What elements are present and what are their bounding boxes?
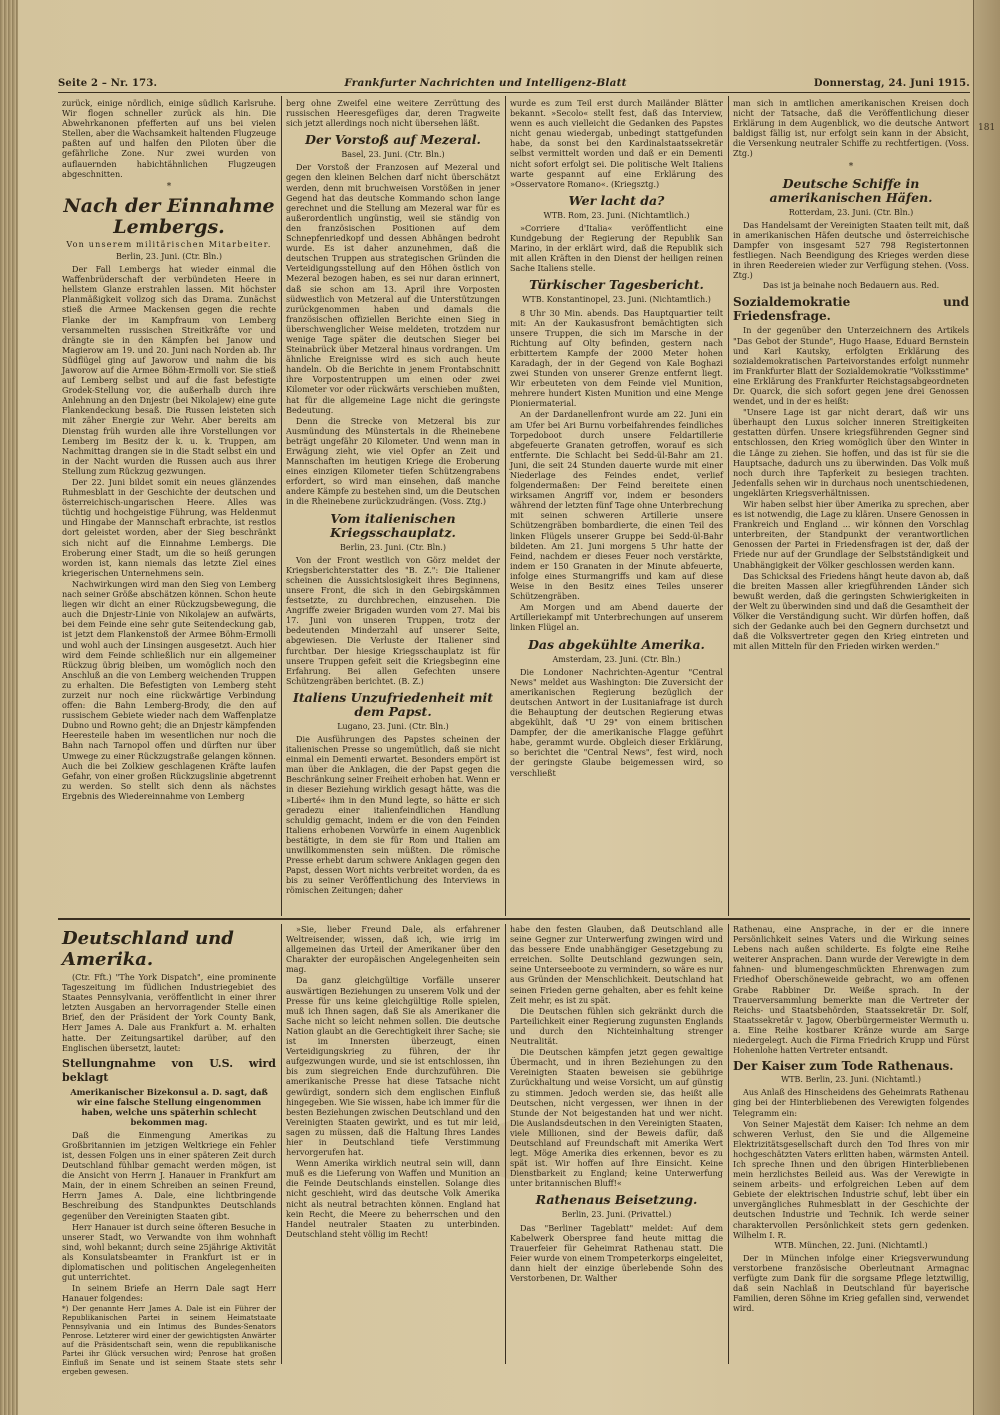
editor-note: Das ist ja beinahe noch Bedauern aus. Red. bbox=[762, 281, 940, 291]
lower-column-1 bbox=[62, 924, 276, 1377]
column-2 bbox=[286, 98, 500, 916]
column-4 bbox=[733, 98, 969, 916]
dateline: WTB. Berlin, 23. Juni. (Nichtamtl.) bbox=[780, 1075, 922, 1085]
article-text: Der Fall Lembergs hat wieder einmal die Waffenbrüderschaft der verbündeten Heere in hellstem Glanze erstrahlen lassen. Mit höchster Planmäßigkeit vollzog sich das Drama. Zunächst stieß die Armee Mackensen gegen die rechte Flanke der im Kampfraum von Lemberg versammelten russischen Streitkräfte vor und drängte sie in den Kämpfen bei Janow und Magierow am 19. und 20. Juni nach Norden ab. Ihr Südflügel ging auf Jaworow und nahm die bis Jaworow auf die Armee Böhm-Ermolli vor. Sie stieß auf Lemberg selbst und auf die fast befestigte Grodek-Stellung vor, die außerhalb durch ihre Anlehnung an den Dnjestr (bei Nikolajew) eine gute Flankendeckung besaß. Die Russen leisteten sich mit zäher Energie zur Wehr. Aber bereits am Dienstag früh wurden alle ihre Vorstellungen vor Lemberg im Besitz der k. u. k. Truppen, am Nachmittag drangen sie in die Stadt selbst ein und in der Nacht wurden die Russen auch aus ihrer Stellung zum Rückzug gezwungen. bbox=[62, 264, 276, 476]
article-text: Am Morgen und am Abend dauerte der Artilleriekampf mit Unterbrechungen auf unserem linken Flügel an. bbox=[510, 602, 723, 633]
article-text: Daß die Einmengung Amerikas zu Großbritannien im jetzigen Weltkriege ein Fehler ist, dessen Folgen uns in einer späteren Zeit durch Deutschland fühlbar gemacht werden mögen, ist die Ansicht von Herrn J. Hanauer in Frankfurt am Main, der in einem Schreiben an seinen Freund, Herrn James A. Dale, eine lichtbringende Beschreibung des Standpunktes Deutschlands gegenüber den Vereinigten Staaten gibt. bbox=[62, 1129, 276, 1221]
article-text: zurück, einige nördlich, einige südlich Karlsruhe. Wir flogen schneller zurück als hin. Die Abwehrkanonen pfefferten auf uns bei vielen Stellen, aber die Wachsamkeit haltenden Flugzeuge paßten auf und halfen den Piloten über die gefährliche Zone. Nur zwei wurden von auflauernden habichtähnlichen Flugzeugen abgeschnitten. bbox=[62, 98, 276, 179]
article-text: Der in München infolge einer Kriegsverwundung verstorbene französische Oberleutnant Armagnac verfügte zum Dank für die sorgsame Pflege letztwillig, daß sein Nachlaß in Deutschland für bayerische Familien, deren Söhne im Krieg gefallen sind, verwendet wird. bbox=[733, 1252, 969, 1314]
column-rule bbox=[505, 924, 506, 1364]
article-text: Rathenau, eine Ansprache, in der er die innere Persönlichkeit seines Vaters und die Wirkung seines Lebens nach außen schilderte. Es folgte eine Reihe weiterer Ansprachen. Dann wurde der Verewigte in dem fahnen- und blumengeschmückten Ehrenwagen zum Friedhof Oberschöneweide gebracht, wo am offenen Grabe Rabbiner Dr. Weiße sprach. In der Trauerversammlung bemerkte man die Vertreter der Reichs- und Staatsbehörden, Staatssekretär Dr. Solf, Staatssekretär v. Jagow, Oberbürgermeister Wermuth u. a. Eine Reihe kostbarer Kränze wurde am Sarge niedergelegt. Auch die Firma Friedrich Krupp und Fürst Hohenlohe hatten Vertreter entsandt. bbox=[733, 924, 969, 1056]
masthead-title: Frankfurter Nachrichten und Intelligenz-Blatt bbox=[344, 77, 627, 89]
column-1 bbox=[62, 98, 276, 916]
lower-column-2 bbox=[286, 924, 500, 1364]
headline-turkish-report: Türkischer Tagesbericht. bbox=[529, 277, 704, 293]
dateline: WTB. Konstantinopel, 23. Juni. (Nichtamtlich.) bbox=[522, 295, 711, 305]
dateline: Basel, 23. Juni. (Ctr. Bln.) bbox=[341, 150, 445, 160]
dateline: Amsterdam, 23. Juni. (Ctr. Bln.) bbox=[552, 654, 681, 664]
dateline: Lugano, 23. Juni. (Ctr. Bln.) bbox=[337, 721, 449, 731]
article-text: Von der Front westlich von Görz meldet der Kriegsberichterstatter des "B. Z.": Die Italiener scheinen die Aussichtslosigkeit ihres Beginnens, unsere Front, die sich in den Gebirgskämmen festsetzte, zu durchbrechen, einzusehen. Die Angriffe zweier Brigaden wurden vom 27. Mai bis 17. Juni von unseren Truppen, trotz der bedeutenden Minderzahl auf unserer Seite, abgewiesen. Die Verluste der Italiener sind furchtbar. Der hiesige Kriegsschauplatz ist für unsere Truppen gefeit seit die Kriegsbeginn eine Erfahrung. Bei allen Gefechten unsere Schützengräben berichtet. (B. Z.) bbox=[286, 554, 500, 686]
article-text: (Ctr. Fft.) "The York Dispatch", eine prominente Tageszeitung im füdlichen Industriegebiet des Staates Pennsylvania, veröffentlicht in einer ihrer letzten Ausgaben an hervorragender Stelle einen Brief, den der Präsident der York County Bank, Herr James A. Dale aus Frankfurt a. M. erhalten hatte. Der Zeitungsartikel darüber, auf den Englischen übersetzt, lautet: bbox=[62, 972, 276, 1053]
article-text: 8 Uhr 30 Min. abends. Das Hauptquartier teilt mit: An der Kaukasusfront bemächtigten sich unsere Truppen, die sich im Marsche in der Richtung auf Olty befinden, gestern nach erbittertem Kampfe der 2000 Meter hohen Karadagh, der in der Gegend von Kale Boghazi zwei Stunden von unserer Grenze entfernt liegt. Wir erbeuteten von dem Feinde viel Munition, mehrere hundert Kisten Munition und eine Menge Pioniermaterial. bbox=[510, 307, 723, 409]
separator-asterisk: * bbox=[166, 181, 172, 192]
headline-social-democracy: Sozialdemokratie und Friedensfrage. bbox=[733, 295, 969, 324]
article-text: Herr Hanauer ist durch seine öfteren Besuche in unserer Stadt, wo Verwandte von ihm wohnhaft sind, wohl bekannt; durch seine 25jährige Aktivität als Konsulatsbeamter in Frankfurt ist er in diplomatischen und politischen Angelegenheiten gut unterrichtet. bbox=[62, 1221, 276, 1283]
dateline: WTB. München, 22. Juni. (Nichtamtl.) bbox=[774, 1240, 928, 1250]
column-rule bbox=[728, 924, 729, 1364]
column-3 bbox=[510, 98, 723, 916]
article-text: Die Deutschen fühlen sich gekränkt durch die Parteilichkeit einer Regierung zugunsten Englands und durch den Nichteinhaltung strenger Neutralität. bbox=[510, 1005, 723, 1047]
lower-column-3 bbox=[510, 924, 723, 1364]
article-text: man sich in amtlichen amerikanischen Kreisen doch nicht der Tatsache, daß die Veröffentlichung dieser Erklärung in dem Augenblick, wo die deutsche Antwort baldigst fällig ist, nur erfolgt sein kann in der Absicht, die Versenkung neutraler Schiffe zu rechtfertigen. (Voss. Ztg.) bbox=[733, 98, 969, 159]
footnote: *) Der genannte Herr James A. Dale ist ein Führer der Republikanischen Partei in seinem Heimatstaate Pennsylvania und ein Intimus des Bundes-Senators Penrose. Letzterer wird einer der gewichtigsten Anwärter auf die Präsidentschaft sein, wenn die republikanische Partei ihr Glück versuchen wird; Penrose hat großen Einfluß im Senate und ist seinem Staate stets sehr ergeben gewesen. bbox=[62, 1304, 276, 1377]
article-text: Der Vorstoß der Franzosen auf Mezeral und gegen den kleinen Belchen darf nicht überschätzt werden, denn mit bruchweisen Vorstößen in jener Gegend hat das deutsche Kommando schon lange gerechnet und die Stellung am Mezeral war für es außerordentlich ungünstig, weil sie ständig von den französischen Positionen auf dem Schnepfenriedkopf und dessen Abhängen bedroht wurde. Es ist daher anzunehmen, daß die deutschen Truppen aus strategischen Gründen die Verteidigungsstellung auf den Höhen östlich von Mezeral bezogen haben, es sei nur daran erinnert, daß sie schon am 13. April ihre Vorposten südwestlich von Metzeral auf die Unterstützungen zurückgenommen haben und damals die französischen offiziellen Berichte einen Sieg in überschwenglicher Weise meldeten, trotzdem nur wenige Tage später die deutschen Sieger bei Steinabrück über Metzeral hinaus vordrangen. Um ähnliche Ereignisse wird es sich auch heute handeln. Ob die Berichte in jenem Frontabschnitt ihre Vorpostentruppen um einen oder zwei Kilometer vor oder rückwärts verschieben mußten, hat für die allgemeine Lage nicht die geringste Bedeutung. bbox=[286, 162, 500, 415]
dateline: Berlin, 23. Juni. (Ctr. Bln.) bbox=[116, 251, 222, 261]
article-text: In der gegenüber den Unterzeichnern des Artikels "Das Gebot der Stunde", Hugo Haase, Eduard Bernstein und Karl Kautsky, erfolgten Erklärung des sozialdemokratischen Parteivorstandes erfolgt nunmehr im Frankfurter Blatt der Sozialdemokratie "Volksstimme" eine Erklärung des Frankfurter Reichstagsabgeordneten Dr. Quarck, die sich sofort gegen jene drei Genossen wendet, und in der es heißt: bbox=[733, 325, 969, 407]
headline-wer-lacht: Wer lacht da? bbox=[568, 192, 665, 208]
article-text: Denn die Strecke von Metzeral bis zur Ausmündung des Münstertals in die Rheinebene beträgt ungefähr 20 Kilometer. Und wenn man in Erwägung zieht, wie viel Opfer an Zeit und Mannschaften im heutigen Kriege die Eroberung eines einzigen Kilometer tiefen Schützengrabens erfordert, so wird man einsehen, daß manche andere Kämpfe zu bestehen sind, um die Deutschen in die Rheinebene zurückzudrängen. (Voss. Ztg.) bbox=[286, 415, 500, 507]
article-text: »Sie, lieber Freund Dale, als erfahrener Weltreisender, wissen, daß ich, wie irrig im allgemeinen das Urteil der Amerikaner über den Charakter der europäischen Angelegenheiten sein mag. bbox=[286, 924, 500, 975]
article-text: Der 22. Juni bildet somit ein neues glänzendes Ruhmesblatt in der Geschichte der deutschen und österreichisch-ungarischen Heere. Alles was tüchtig und hochgeistige Führung, was Heldenmut und Hingabe der Mannschaft erbrachte, ist restlos dort geleistet worden, aber der Sieg beschränkt sich nicht auf die Einnahme Lembergs. Die Eroberung einer Stadt, um die so heiß gerungen worden ist, kann niemals das letzte Ziel eines kriegerischen Unternehmens sein. bbox=[62, 477, 276, 578]
column-rule bbox=[281, 96, 282, 916]
article-text: Das Handelsamt der Vereinigten Staaten teilt mit, daß in amerikanischen Häfen deutsche und österreichische Dampfer von insgesamt 527 798 Registertonnen festliegen. Nach Beendigung des Krieges werden diese in ihren Reedereien wieder zur Verfügung stehen. (Voss. Ztg.) bbox=[733, 219, 969, 281]
article-text: Die Londoner Nachrichten-Agentur "Central News" meldet aus Washington: Die Zuversicht der amerikanischen Regierung bezüglich der deutschen Antwort in der Lusitaniafrage ist durch die Behauptung der deutschen Regierung etwas abgekühlt, daß "U 29" von einem britischen Dampfer, der die amerikanische Flagge geführt habe, gerammt wurde. Obgleich dieser Erklärung, so berichtet die "Central News", fest wird, noch der geringste Glaube beigemessen wird, so verschließt bbox=[510, 666, 723, 778]
headline-america: Das abgekühlte Amerika. bbox=[528, 636, 705, 652]
headline-italy-front: Vom italienischen Kriegsschauplatz. bbox=[330, 510, 456, 540]
separator-asterisk: * bbox=[848, 161, 854, 172]
article-text: "Unsere Lage ist gar nicht derart, daß wir uns überhaupt den Luxus solcher inneren Streitigkeiten gestatten dürfen. Unsere kriegsführenden Gegner sind entschlossen, den Krieg womöglich über den Winter in die Länge zu ziehen. Sie hoffen, und das ist für sie die Hauptsache, dadurch uns zu überwinden. Das Volk muß noch durch ihre Tapferkeit zu besiegen trachten. Jedenfalls sehen wir in durchaus noch unentschiedenen, ungeklärten Kriegsverhältnissen. bbox=[733, 407, 969, 498]
article-text: Die Ausführungen des Papstes scheinen der italienischen Presse so ungemütlich, daß sie nicht einmal ein Dementi erwartet. Besonders empört ist man über die Anklagen, die der Papst gegen die Beschränkung seiner Freiheit erhoben hat. Wenn er in dieser Beziehung wirklich gesagt hätte, was die »Liberté« ihm in den Mund legte, so hätte er sich geradezu einer italienfeindlichen Handlung schuldig gemacht, indem er die von den Feinden Italiens erhobenen Vorwürfe in einem Augenblick bestätigte, in dem sie für Rom und Italien am unwillkommensten sein müßten. Die römische Presse erhebt darum schwere Anklagen gegen den Papst, dessen Wort nichts verbreitet worden, da es bis zu seiner Veröffentlichung des Interviews in römischen Zeitungen; daher bbox=[286, 733, 500, 896]
margin-page-number: 181 bbox=[978, 123, 996, 133]
article-text: Das Schicksal des Friedens hängt heute davon ab, daß die breiten Massen aller kriegführenden Länder sich bewußt werden, daß die geringsten Schwierigkeiten in der Welt zu überwinden sind und daß die Gesamtheit der Völker die Verständigung sucht. Wir dürfen hoffen, daß sich der Gedanke auch bei den Gegnern durchsetzt und daß die Volksvertreter gegen den Krieg eintreten und mit allen Mitteln für den Frieden wirken werden." bbox=[733, 570, 969, 652]
dateline: Berlin, 23. Juni. (Ctr. Bln.) bbox=[340, 542, 446, 552]
article-text: Die Deutschen kämpfen jetzt gegen gewaltige Übermacht, und in ihren Beziehungen zu den Vereinigten Staaten beweisen sie gebührige Zurückhaltung und weise Vorsicht, um auf günstig zu stimmen. Jedoch werden sie, das heißt alle Deutschen, nicht vergessen, wer ihnen in der Stunde der Not beigestanden hat und wer nicht. Die Auslandsdeutschen in den Vereinigten Staaten, viele Millionen, sind der Beweis dafür, daß Deutschland auf Freundschaft mit Amerika Wert legt. Möge Amerika dies erkennen, bevor es zu spät ist. Wir hoffen auf Ihre Einsicht. Keine Dienstbarkeit zu England; keine Unterwerfung unter britannischen Bluff!« bbox=[510, 1047, 723, 1189]
dateline: Rotterdam, 23. Juni. (Ctr. Bln.) bbox=[788, 207, 914, 217]
headline-germany-america: Deutschland und Amerika. bbox=[62, 928, 234, 970]
article-text: Das "Berliner Tageblatt" meldet: Auf dem Kabelwerk Oberspree fand heute mittag die Trauerfeier für Geheimrat Rathenau statt. Die Feier wurde von einem Trompeterkorps eingeleitet, dann hielt der einzige überlebende Sohn des Verstorbenen, Dr. Walther bbox=[510, 1222, 723, 1283]
headline-kaiser-rathenau: Der Kaiser zum Tode Rathenaus. bbox=[733, 1059, 954, 1074]
byline: Von unserem militärischen Mitarbeiter. bbox=[66, 239, 272, 249]
article-text: »Corriere d'Italia« veröffentlicht eine Kundgebung der Regierung der Republik San Marino, in der erklärt wird, daß die Republik sich mit allen Kräften in den Dienst der heiligen reinen Sache Italiens stelle. bbox=[510, 222, 723, 274]
article-text: In seinem Briefe an Herrn Dale sagt Herr Hanauer folgendes: bbox=[62, 1283, 276, 1304]
article-text: habe den festen Glauben, daß Deutschland alle seine Gegner zur Unterwerfung zwingen wird und das bessere Ende unabhängiger Gesetzgebung zu erreichen. Sollte Deutschland gezwungen sein, seine Unterseeboote zu vermindern, so wäre es nur aus Gründen der Menschlichkeit. Deutschland hat seinen Frieden gerne gehalten, aber es fehlt keine Zeit mehr, es ist zu spät. bbox=[510, 924, 723, 1005]
column-rule bbox=[281, 924, 282, 1364]
page-header bbox=[58, 74, 970, 93]
article-text: Von Seiner Majestät dem Kaiser: Ich nehme an dem schweren Verlust, den Sie und die Allgemeine Elektrizitätsgesellschaft durch den Tod Ihres von mir hochgeschätzten Vaters erlitten haben, wärmsten Anteil. Ich spreche Ihnen und den übrigen Hinterbliebenen mein herzlichstes Beileid aus. Was der Verewigte in seinem arbeits- und erfolgreichen Leben auf dem Gebiete der elektrischen Industrie schuf, lebt über ein unvergängliches Ruhmesblatt in der Geschichte der deutschen Industrie und Technik. Ich werde seiner charaktervollen Persönlichkeit stets gern gedenken. Wilhelm I. R. bbox=[733, 1118, 969, 1240]
dateline: WTB. Rom, 23. Juni. (Nichtamtlich.) bbox=[543, 210, 690, 220]
headline-ships: Deutsche Schiffe in amerikanischen Häfen. bbox=[769, 175, 933, 205]
article-text: Nachwirkungen wird man den Sieg von Lemberg nach seiner Größe abschätzen können. Schon heute liegen wir dicht an einer Rückzugsbewegung, die auch die Dnjestr-Linie von Nikolajew an aufwärts, bei dem Feinde eine sehr gute Seitendeckung gab, ist jetzt dem Flankenstoß der Armee Böhm-Ermolli und wohl auch der Linsingen ausgesetzt. Auch hier wird dem Feinde schließlich nur ein allgemeiner Rückzug übrig bleiben, um womöglich noch den Anschluß an die von Lemberg weichenden Truppen zu erhalten. Die Befestigten von Lemberg steht zurzeit nur noch eine rückwärtige Verbindung offen: die Bahn Lemberg-Brody, die den auf russischem Gebiete wieder nach dem Waffenplatze Dubno und Rowno geht; die an Dnjestr kämpfenden Heeresteile haben im wesentlichen nur noch die Bahn nach Tarnopol offen und dürften nur über Umwege zu einer Rückzugstraße gelangen können. Auch die bei Zolkiew geschlagenen Kräfte laufen Gefahr, von einer großen Rückzugslinie abgetrennt zu werden. So stellt sich denn als nächstes Ergebnis des Wiedereinnahme von Lemberg bbox=[62, 578, 276, 801]
binding-edge bbox=[0, 0, 18, 1415]
headline-lemberg: Nach der Einnahme Lembergs. bbox=[63, 194, 275, 238]
header-page-number: Seite 2 – Nr. 173. bbox=[58, 77, 158, 89]
section-divider bbox=[58, 918, 970, 920]
lead-text: Amerikanischer Bizekonsul a. D. sagt, daß wir eine falsche Stellung eingenommen haben, welche uns späterhin schlecht bekommen mag. bbox=[70, 1086, 268, 1127]
article-text: An der Dardanellenfront wurde am 22. Juni ein am Ufer bei Ari Burnu vorbeifahrendes feindliches Torpedoboot durch unsere Feldartillerie abgefeuerte Granaten getroffen, worauf es sich entfernte. Die Schlacht bei Sedd-ül-Bahr am 21. Juni, die seit 24 Stunden dauerte wurde mit einer Niederlage des Feindes endet, verlief folgendermaßen: Der Feind bereitete einen wirksamen Angriff vor, indem er besonders während der letzten fünf Tage ohne Unterbrechung mit seinen schweren Artillerie unsere Schützengräben bombardierte, die einen Teil des linken Flügels unserer Gruppe bei Sedd-ül-Bahr bildeten. Am 21. Juni morgens 5 Uhr hatte der Feind, nachdem er dieses Feuer noch verstärkte, indem er 150 Granaten in der Minute abfeuerte, infolge eines Sturmangriffs und kam auf diese Weise in den Besitz eines Teiles unserer Schützengräben. bbox=[510, 409, 723, 602]
article-text: Da ganz gleichgültige Vorfälle unserer auswärtigen Beziehungen zu unserem Volk und der Presse für uns keine gleichgültige Rolle spielen, muß ich Ihnen sagen, daß Sie als Amerikaner die Sache nicht so leicht nehmen sollen. Die deutsche Nation glaubt an die Gerechtigkeit ihrer Sache; sie ist im Innersten überzeugt, einen Verteidigungskrieg zu führen, der ihr aufgezwungen wurde, und sie ist entschlossen, ihn bis zum siegreichen Ende durchzuführen. Die amerikanische Presse hat diese Tatsache nicht gewürdigt, sondern sich dem englischen Einfluß hingegeben. Wie Sie wissen, habe ich immer für die besten Beziehungen zwischen Deutschland und den Vereinigten Staaten gewirkt, und es tut mir leid, sagen zu müssen, daß die Haltung Ihres Landes hier in Deutschland tiefe Verstimmung hervorgerufen hat. bbox=[286, 975, 500, 1158]
subheadline: Stellungnahme von U.S. wird beklagt bbox=[62, 1056, 276, 1084]
lower-column-4 bbox=[733, 924, 969, 1364]
column-rule bbox=[728, 96, 729, 916]
article-text: Aus Anlaß des Hinscheidens des Geheimrats Rathenau ging bei der Hinterbliebenen des Verewigten folgendes Telegramm ein: bbox=[733, 1087, 969, 1118]
dateline: Berlin, 23. Juni. (Privattel.) bbox=[561, 1210, 672, 1220]
article-text: berg ohne Zweifel eine weitere Zerrüttung des russischen Heeresgefüges dar, deren Tragweite sich jetzt allerdings noch nicht übersehen läßt. bbox=[286, 98, 500, 129]
article-text: wurde es zum Teil erst durch Mailänder Blätter bekannt. »Secolo« stellt fest, daß das Interview, wenn es auch vielleicht die Gedanken des Papstes nicht genau wiedergab, unbedingt stattgefunden habe, da sonst bei den Kardinalstaatssekretär selbst vermittelt worden und daß er ein Dementi nicht sofort erfolgt sei. Die politische Welt Italiens warte gespannt auf eine Erklärung des »Osservatore Romano«. (Kriegsztg.) bbox=[510, 98, 723, 189]
next-page-edge bbox=[973, 0, 1000, 1415]
headline-italy-pope: Italiens Unzufriedenheit mit dem Papst. bbox=[293, 689, 493, 719]
article-text: Wenn Amerika wirklich neutral sein will, dann muß es die Lieferung von Waffen und Munition an die Feinde Deutschlands einstellen. Solange dies nicht geschieht, wird das deutsche Volk Amerika nicht als neutral betrachten können. England hat kein Recht, die Meere zu beherrschen und den Handel neutraler Staaten zu unterbinden. Deutschland steht völlig im Recht! bbox=[286, 1158, 500, 1239]
header-date: Donnerstag, 24. Juni 1915. bbox=[813, 77, 970, 89]
headline-rathenau-funeral: Rathenaus Beisetzung. bbox=[535, 1192, 698, 1208]
article-text: Wir haben selbst hier über Amerika zu sprechen, aber es ist notwendig, die Lage zu klären. Unsere Genossen in Frankreich und England ... wir können den Vorschlag unterbreiten, der Standpunkt der verantwortlichen Genossen der Partei in Friedensfragen ist der, daß der Friede nur auf der Grundlage der Selbstständigkeit und Unabhängigkeit der Völker geschlossen werden kann. bbox=[733, 499, 969, 570]
headline-mezeral: Der Vorstoß auf Mezeral. bbox=[305, 132, 481, 148]
column-rule bbox=[505, 96, 506, 916]
